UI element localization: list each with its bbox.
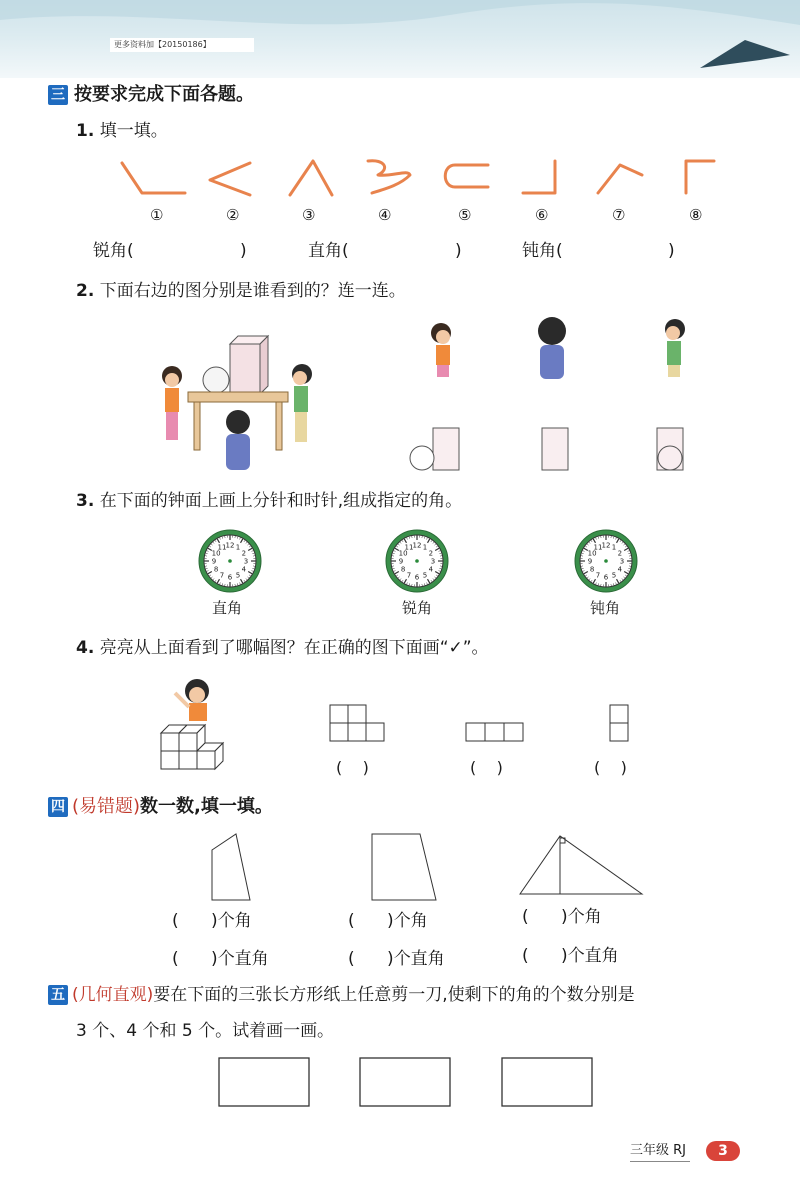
rectangle-papers[interactable] [215,1055,595,1110]
section-4-text: 数一数,填一填。 [140,796,273,817]
clock-dial-number: 10 [587,549,597,558]
right-angle-count-2[interactable]: ( )个直角 [348,949,445,969]
girl-side-view-icon [431,323,451,377]
clock-dial-number: 12 [601,541,611,550]
clock-dial-number: 9 [587,557,593,566]
clock-dial-number: 5 [611,571,617,580]
section-badge-4: 四 [48,797,68,817]
grade-label: 三年级 RJ [630,1141,690,1162]
triangle-with-height-icon [520,836,642,894]
angle-figures [110,155,730,200]
clock-dial-number: 2 [241,549,247,558]
clock-dial-number: 10 [398,549,408,558]
section-5-line-2: 3 个、4 个和 5 个。试着画一画。 [76,1021,335,1041]
clock-right-angle[interactable] [199,530,261,592]
boy-waving-icon [175,679,209,721]
clock-dial-number: 7 [595,571,601,580]
girl-back-view-icon [538,317,566,379]
clock-dial-number: 9 [211,557,217,566]
clock-dial-number: 3 [430,557,436,566]
q2-title [76,280,406,302]
right-blank-close: ) [455,241,462,261]
q2-number: 2. [76,281,95,301]
angle-label-7: ⑦ [612,206,626,224]
clock-label-acute: 锐角 [402,599,433,617]
clock-dial-number: 6 [603,573,609,582]
angle-1-icon [122,163,185,193]
clock-dial-number: 11 [593,543,603,552]
view-c-icon [657,428,683,470]
paper-rect-1 [219,1058,309,1106]
clock-dial-number: 1 [235,543,241,552]
ship-sail-icon [700,40,790,68]
angle-count-2[interactable]: ( )个角 [348,911,428,931]
clock-dial-number: 1 [611,543,617,552]
angle-label-8: ⑧ [689,206,703,224]
clock-acute-angle[interactable] [386,530,448,592]
q4-title [76,637,489,659]
girl-back-icon [226,410,250,470]
clock-dial-number: 3 [619,557,625,566]
angle-7-icon [598,165,642,193]
clock-dial-number: 9 [398,557,404,566]
girl-left-icon [162,366,182,440]
trapezoid-icon [372,834,436,900]
clock-faces[interactable] [195,528,645,598]
q1-text: 填一填。 [99,121,168,141]
clock-dial-number: 6 [227,573,233,582]
acute-blank-close: ) [240,241,247,261]
clock-dial-number: 6 [414,573,420,582]
paper-rect-3 [502,1058,592,1106]
liangliang-cubes-illustration [155,675,235,775]
boy-right-icon [292,364,312,442]
q3-title [76,490,462,512]
clock-dial-number: 2 [428,549,434,558]
angle-6-icon [523,161,555,193]
right-angle-count-1[interactable]: ( )个直角 [172,949,269,969]
clock-dial-number: 7 [406,571,412,580]
clock-dial-number: 8 [589,565,595,574]
clock-dial-number: 1 [422,543,428,552]
answer-paren-b[interactable]: ( ) [470,758,503,777]
clock-dial-number: 4 [617,565,623,574]
clock-dial-number: 11 [217,543,227,552]
angle-label-4: ④ [378,206,392,224]
clock-dial-number: 11 [404,543,414,552]
shape-figures [200,832,650,904]
clock-dial-number: 5 [235,571,241,580]
clock-dial-number: 2 [617,549,623,558]
q1-title [76,120,168,142]
section-4-tag: (易错题) [72,796,141,817]
clock-dial-number: 12 [412,541,422,550]
q4-number: 4. [76,638,95,658]
header-note: 更多资料加【20150186】 [110,38,254,52]
q1-number: 1. [76,121,95,141]
clock-dial-number: 4 [428,565,434,574]
section-badge-5: 五 [48,985,68,1005]
view-b-icon [542,428,568,470]
quadrilateral-1-icon [212,834,250,900]
option-b-icon [466,723,523,741]
section-5-tag: (几何直观) [72,985,154,1005]
angle-label-3: ③ [302,206,316,224]
obtuse-blank-close: ) [668,241,675,261]
table-scene-illustration [150,330,330,475]
acute-blank-label[interactable]: 锐角( [93,241,134,261]
clock-dial-number: 10 [211,549,221,558]
option-a-icon [330,705,384,741]
angle-5-icon [445,165,488,187]
angle-label-6: ⑥ [535,206,549,224]
view-a-icon [410,428,459,470]
view-choices [405,315,705,475]
angle-label-2: ② [226,206,240,224]
angle-label-5: ⑤ [458,206,472,224]
angle-count-1[interactable]: ( )个角 [172,911,252,931]
angle-2-icon [210,163,250,195]
clock-label-right: 直角 [212,599,243,617]
q3-text: 在下面的钟面上画上分针和时针,组成指定的角。 [99,491,463,511]
angle-4-icon [368,161,410,193]
top-view-options [325,700,645,750]
angle-count-3[interactable]: ( )个角 [522,907,602,927]
angle-8-icon [686,161,714,193]
angle-label-1: ① [150,206,164,224]
section-badge-3: 三 [48,85,68,105]
section-5-text: 要在下面的三张长方形纸上任意剪一刀,使剩下的角的个数分别是 [153,985,635,1005]
option-c-icon [610,705,628,741]
clock-dial-number: 7 [219,571,225,580]
paper-rect-2 [360,1058,450,1106]
q2-text: 下面右边的图分别是谁看到的？连一连。 [99,281,406,301]
right-angle-count-3[interactable]: ( )个直角 [522,946,619,966]
boy-side-view-icon [665,319,685,377]
clock-dial-number: 3 [243,557,249,566]
q3-number: 3. [76,491,95,511]
angle-3-icon [290,161,332,195]
clock-dial-number: 4 [241,565,247,574]
clock-dial-number: 5 [422,571,428,580]
right-blank-label[interactable]: 直角( [308,241,349,261]
clock-label-obtuse: 钝角 [590,599,621,617]
answer-paren-a[interactable]: ( ) [336,758,369,777]
section-title-3: 按要求完成下面各题。 [74,84,254,105]
page-number: 3 [706,1141,740,1161]
q4-text: 亮亮从上面看到了哪幅图？在正确的图下面画“✓”。 [99,638,489,658]
clock-dial-number: 12 [225,541,235,550]
obtuse-blank-label[interactable]: 钝角( [522,241,563,261]
answer-paren-c[interactable]: ( ) [594,758,627,777]
section-title-4 [72,796,273,818]
section-5-line-1 [72,984,635,1006]
clock-dial-number: 8 [213,565,219,574]
clock-obtuse-angle[interactable] [575,530,637,592]
clock-dial-number: 8 [400,565,406,574]
